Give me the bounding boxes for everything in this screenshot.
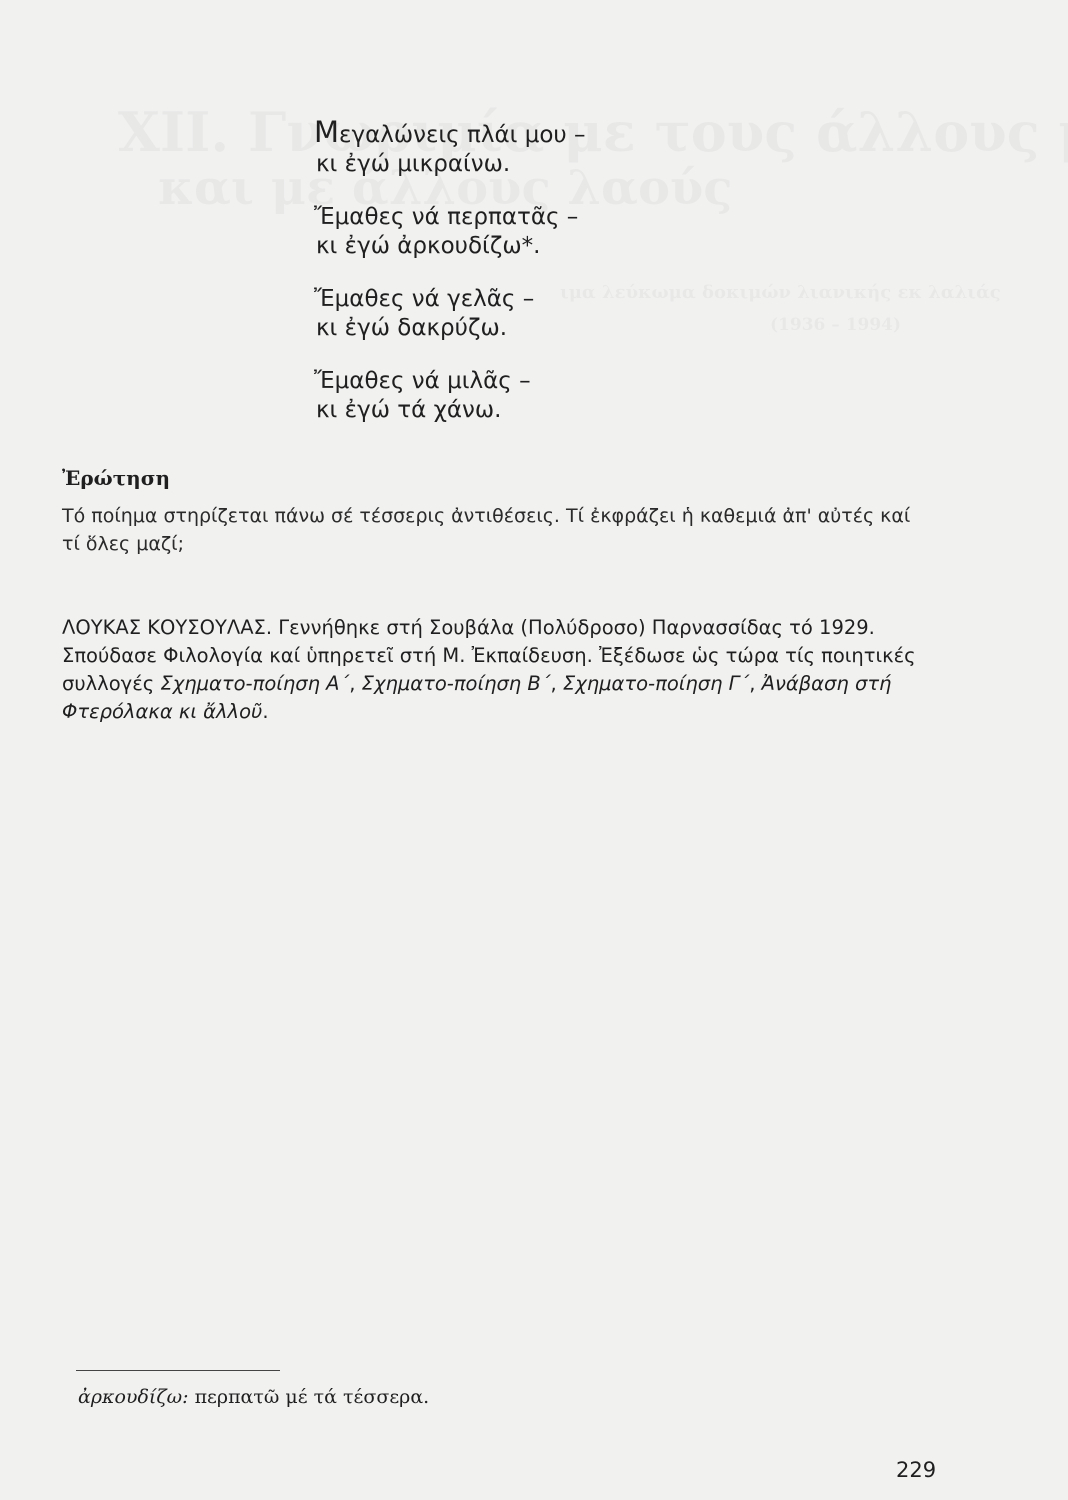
bio-work-title: Σχηματο-ποίηση Γ΄ [562,672,750,695]
footnote-term: ἀρκουδίζω: [78,1386,189,1408]
bio-separator: , [550,672,563,695]
footnote-definition: περπατῶ μέ τά τέσσερα. [188,1386,430,1408]
bio-work-title: Σχηματο-ποίηση Α΄ [160,672,350,695]
poem-line: κι ἐγώ δακρύζω. [316,315,508,341]
bio-work-title: Σχηματο-ποίηση Β΄ [361,672,551,695]
question-text: Τό ποίημα στηρίζεται πάνω σέ τέσσερις ἀντιθέσεις. Τί ἐκφράζει ἡ καθεμιά ἀπ' αὐτές καί τί ὅλες μαζί; [62,505,911,555]
bio-intro: ΛΟΥΚΑΣ ΚΟΥΣΟΥΛΑΣ. Γεννήθηκε στή Σουβάλα (Πολύδροσο) Παρνασσίδας τό 1929. Σπούδασε Φιλολογία καί ὑπηρετεῖ στή Μ. Ἐκπαίδευση. Ἐξέδωσε ὡς τώρα τίς ποιητικές συλλογές [62,616,916,695]
bio-separator: , [349,672,362,695]
poem-stanza [314,285,586,343]
poem-line: κι ἐγώ ἀρκουδίζω*. [316,233,541,259]
poem-line: Ἔμαθες νά περπατᾶς – [314,204,579,230]
show-through-text [118,100,1068,164]
poem-line-text: εγαλώνεις πλάι μου – [339,122,586,148]
bio-work-title: Ἀνάβαση στή Φτερόλακα κι ἄλλοῦ [62,672,892,723]
poem-stanza [314,203,586,261]
page-number: 229 [896,1458,937,1482]
poem-stanza [314,115,586,179]
question-heading: Ἐρώτηση [62,466,170,490]
poem-stanza [314,367,586,425]
poem-line: κι ἐγώ μικραίνω. [316,151,511,177]
show-through-text [560,282,1001,303]
poem-line: κι ἐγώ τά χάνω. [316,397,502,423]
poem [314,115,586,449]
initial-letter: Μ [314,115,340,149]
poem-line: Ἔμαθες νά μιλᾶς – [314,368,531,394]
show-through-text [770,315,901,335]
bio-separator: , [749,672,762,695]
footnote [78,1386,429,1408]
poem-line [314,115,586,150]
author-biography [62,614,932,726]
poem-line: Ἔμαθες νά γελᾶς – [314,286,535,312]
bio-end: . [262,700,269,723]
footnote-divider [76,1370,280,1371]
